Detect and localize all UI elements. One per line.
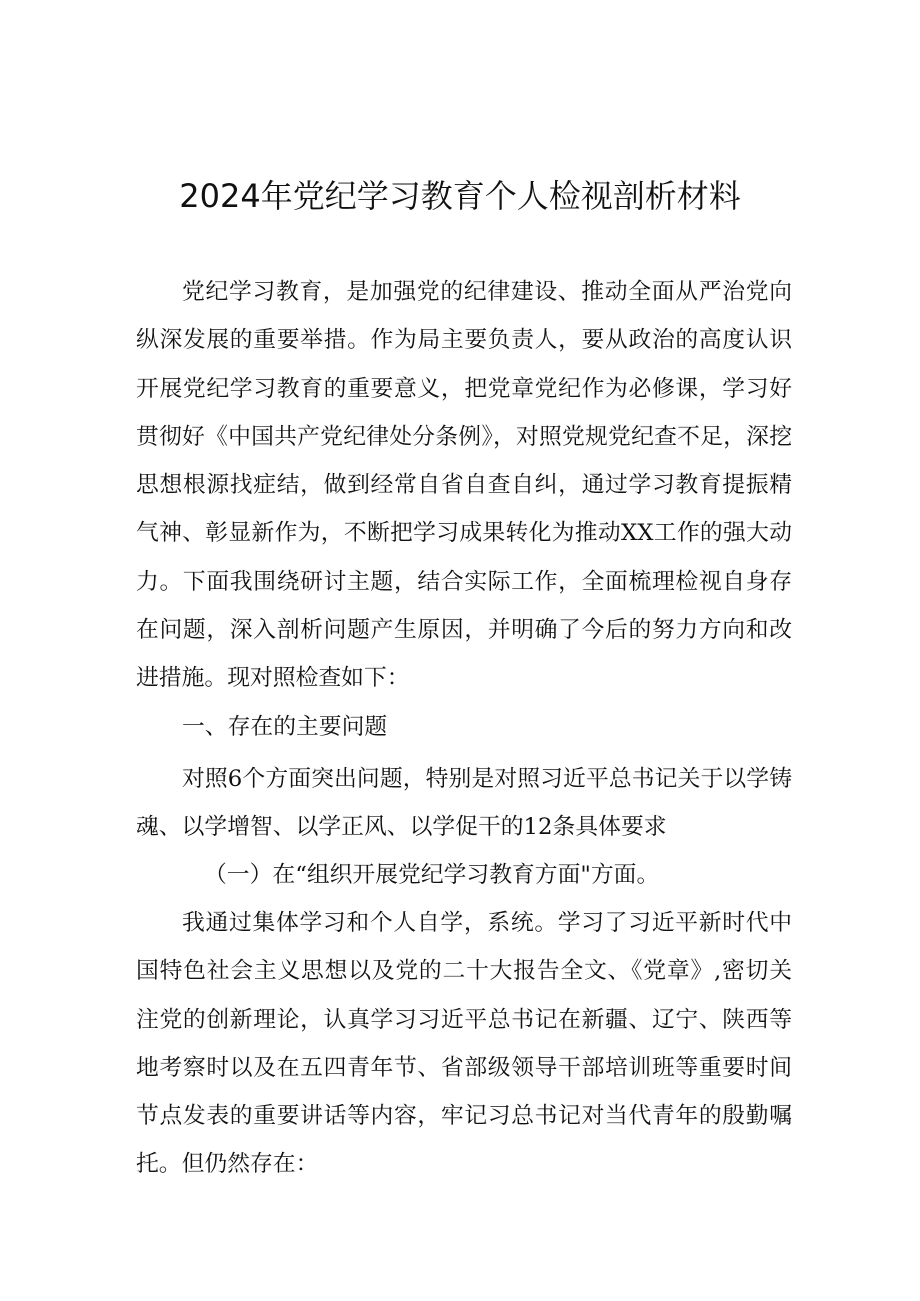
subsection-heading: （一）在“组织开展党纪学习教育方面"方面。 — [204, 862, 660, 888]
subsection-paragraph: 我通过集体学习和个人自学，系统。学习了习近平新时代中国特色社会主义思想以及党的二十大报告全文、《党章》,密切关注党的创新理论，认真学习习近平总书记在新疆、辽宁、陕西等地考察时以及在五四青年节、省部级领导干部培训班等重要时间节点发表的重要讲话等内容，牢记习总书记对当代青年的殷勤嘱托。但仍然存在： — [136, 910, 792, 1178]
section-paragraph: 对照6个方面突出问题，特别是对照习近平总书记关于以学铸魂、以学增智、以学正风、以学促干的12条具体要求 — [136, 766, 792, 841]
intro-paragraph: 党纪学习教育，是加强党的纪律建设、推动全面从严治党向纵深发展的重要举措。作为局主要负责人，要从政治的高度认识开展党纪学习教育的重要意义，把党章党纪作为必修课，学习好贯彻好《中国共产党纪律处分条例》，对照党规党纪查不足，深挖思想根源找症结，做到经常自省自查自纠，通过学习教育提振精气神、彰显新作为，不断把学习成果转化为推动XX工作的强大动力。下面我围绕研讨主题，结合实际工作，全面梳理检视自身存在问题，深入剖析问题产生原因，并明确了今后的努力方向和改进措施。现对照检查如下： — [136, 279, 792, 692]
section-heading-problems: 一、存在的主要问题 — [182, 714, 388, 740]
document-title: 2024年党纪学习教育个人检视剖析材料 — [179, 177, 741, 215]
